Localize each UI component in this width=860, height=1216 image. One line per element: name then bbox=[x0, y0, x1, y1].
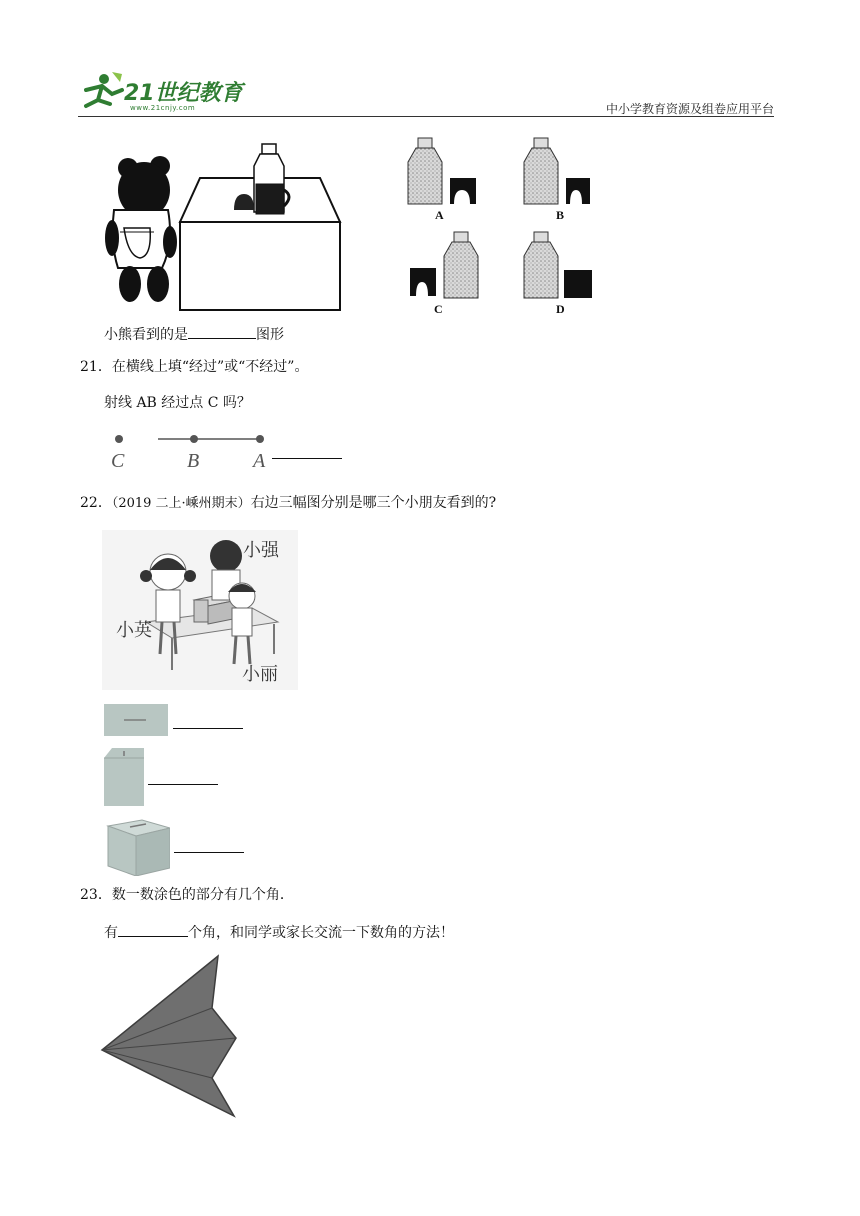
q21-number: 21． bbox=[80, 359, 112, 375]
q20-options-figure bbox=[404, 136, 600, 320]
point-label-b: B bbox=[187, 450, 200, 472]
view-3-box bbox=[104, 816, 170, 876]
option-label-b: B bbox=[556, 208, 565, 222]
q22-number: 22． bbox=[80, 495, 112, 511]
page-header bbox=[78, 64, 774, 116]
view-1-box bbox=[104, 704, 168, 736]
platform-title: 中小学教育资源及组卷应用平台 bbox=[605, 102, 774, 116]
q23-title-text: 数一数涂色的部分有几个角． bbox=[111, 887, 294, 903]
point-a bbox=[256, 435, 264, 443]
q21-answer-blank-line[interactable] bbox=[272, 458, 342, 459]
name-label-xiaoli: 小丽 bbox=[242, 664, 278, 685]
point-label-a: A bbox=[253, 450, 266, 472]
option-label-c: C bbox=[434, 302, 443, 316]
view-1-answer-blank[interactable] bbox=[173, 728, 243, 729]
q23-answer-blank[interactable] bbox=[118, 922, 188, 937]
q20-answer-prefix: 小熊看到的是 bbox=[104, 327, 188, 343]
bear-icon bbox=[105, 156, 177, 302]
view-2-box bbox=[104, 748, 144, 806]
q22-title-text: 右边三幅图分别是哪三个小朋友看到的? bbox=[250, 495, 497, 511]
shaded-paper-plane-figure bbox=[100, 954, 242, 1118]
q22-source: （2019 二上·嵊州期末） bbox=[111, 496, 251, 511]
q20-answer-blank[interactable] bbox=[188, 324, 256, 339]
point-label-c: C bbox=[111, 450, 125, 472]
q23-number: 23． bbox=[80, 887, 112, 903]
option-c-shape bbox=[410, 232, 478, 298]
q21-question: 射线 AB 经过点 C 吗？ bbox=[104, 395, 251, 411]
point-c bbox=[115, 435, 123, 443]
option-label-d: D bbox=[556, 302, 565, 316]
q23-suffix: 个角，和同学或家长交流一下数角的方法！ bbox=[188, 925, 454, 941]
q21-title bbox=[80, 358, 308, 376]
q23-title bbox=[80, 886, 294, 904]
point-b bbox=[190, 435, 198, 443]
cup-icon bbox=[256, 184, 289, 214]
header-rule bbox=[78, 116, 774, 117]
q23-prefix: 有 bbox=[104, 925, 118, 941]
q20-answer-line bbox=[104, 324, 284, 344]
name-label-xiaoying: 小英 bbox=[116, 620, 152, 641]
option-label-a: A bbox=[435, 208, 444, 222]
option-a-shape bbox=[408, 138, 476, 204]
bear-table-figure bbox=[100, 138, 360, 316]
option-b-shape bbox=[524, 138, 590, 204]
ray-diagram bbox=[110, 430, 350, 446]
runner-logo-icon bbox=[78, 70, 128, 110]
name-label-xiaoqiang: 小强 bbox=[243, 540, 279, 561]
q22-title bbox=[80, 494, 496, 513]
view-2-answer-blank[interactable] bbox=[148, 784, 218, 785]
logo-text: 21世纪教育 bbox=[124, 81, 243, 106]
logo-url: www.21cnjy.com bbox=[130, 104, 196, 112]
q23-answer-line bbox=[104, 922, 454, 942]
view-3-answer-blank[interactable] bbox=[174, 852, 244, 853]
option-d-shape bbox=[524, 232, 592, 298]
q20-answer-suffix: 图形 bbox=[256, 327, 284, 343]
q21-title-text: 在横线上填“经过”或“不经过”。 bbox=[111, 359, 309, 375]
